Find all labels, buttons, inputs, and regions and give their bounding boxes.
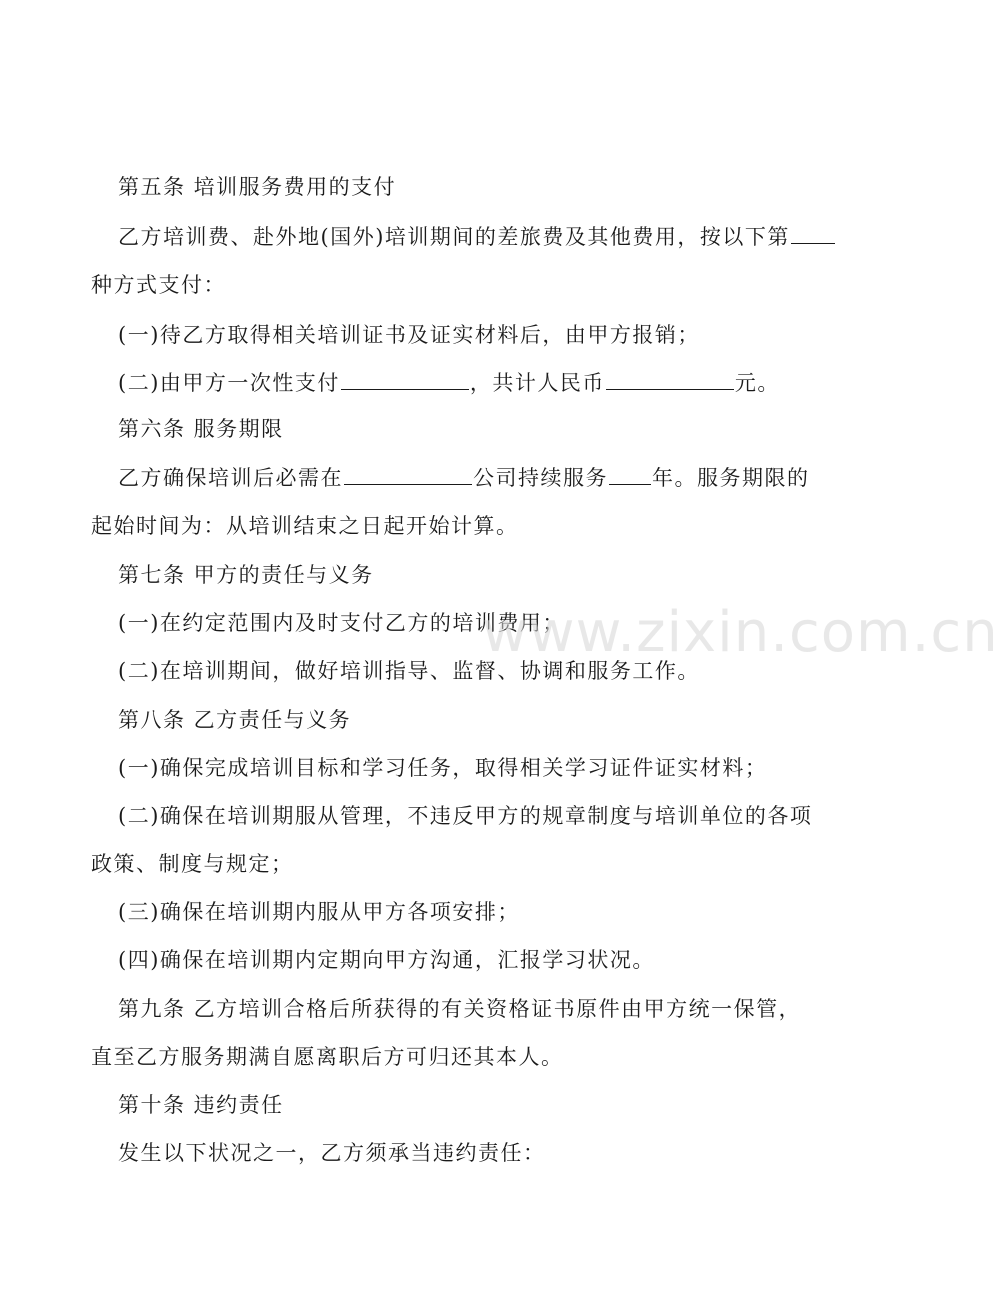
- article-9-line1: 第九条 乙方培训合格后所获得的有关资格证书原件由甲方统一保管，: [118, 997, 802, 1021]
- blank-field-years: [609, 464, 651, 485]
- text-segment: (二)由甲方一次性支付: [118, 371, 340, 395]
- article-5-heading: 第五条 培训服务费用的支付: [118, 175, 397, 199]
- article-7-heading: 第七条 甲方的责任与义务: [118, 563, 374, 587]
- article-6-heading: 第六条 服务期限: [118, 417, 284, 441]
- article-5-paragraph-line2: 种方式支付：: [91, 273, 226, 297]
- article-10-heading: 第十条 违约责任: [118, 1093, 284, 1117]
- text-segment: 年。服务期限的: [652, 466, 810, 490]
- blank-field-amount: [606, 369, 734, 390]
- article-10-paragraph: 发生以下状况之一，乙方须承当违约责任：: [118, 1141, 546, 1165]
- article-8-item-4: (四)确保在培训期内定期向甲方沟通，汇报学习状况。: [118, 948, 655, 972]
- article-8-item-2-line1: (二)确保在培训期服从管理，不违反甲方的规章制度与培训单位的各项: [118, 804, 813, 828]
- article-5-paragraph-line1: [118, 222, 836, 252]
- article-9-line2: 直至乙方服务期满自愿离职后方可归还其本人。: [91, 1045, 564, 1069]
- site-watermark: www.zixin.com.cn: [482, 600, 999, 665]
- text-segment: ，共计人民币: [469, 371, 605, 395]
- text-segment: 元。: [734, 371, 780, 395]
- article-8-heading: 第八条 乙方责任与义务: [118, 708, 352, 732]
- article-7-item-1: (一)在约定范围内及时支付乙方的培训费用；: [118, 611, 565, 635]
- article-6-paragraph-line2: 起始时间为：从培训结束之日起开始计算。: [91, 514, 519, 538]
- text-segment: 公司持续服务: [473, 466, 608, 490]
- text-segment: 乙方培训费、赴外地(国外)培训期间的差旅费及其他费用，按以下第: [118, 225, 790, 249]
- article-6-paragraph-line1: [118, 463, 810, 493]
- article-7-item-2: (二)在培训期间，做好培训指导、监督、协调和服务工作。: [118, 659, 700, 683]
- article-8-item-1: (一)确保完成培训目标和学习任务，取得相关学习证件证实材料；: [118, 756, 768, 780]
- blank-field-payment: [341, 369, 469, 390]
- blank-field-company: [344, 464, 472, 485]
- blank-field-method: [791, 223, 835, 244]
- text-segment: 乙方确保培训后必需在: [118, 466, 343, 490]
- article-8-item-3: (三)确保在培训期内服从甲方各项安排；: [118, 900, 520, 924]
- article-5-item-1: (一)待乙方取得相关培训证书及证实材料后，由甲方报销；: [118, 323, 700, 347]
- article-8-item-2-line2: 政策、制度与规定；: [91, 852, 294, 876]
- article-5-item-2: [118, 368, 780, 398]
